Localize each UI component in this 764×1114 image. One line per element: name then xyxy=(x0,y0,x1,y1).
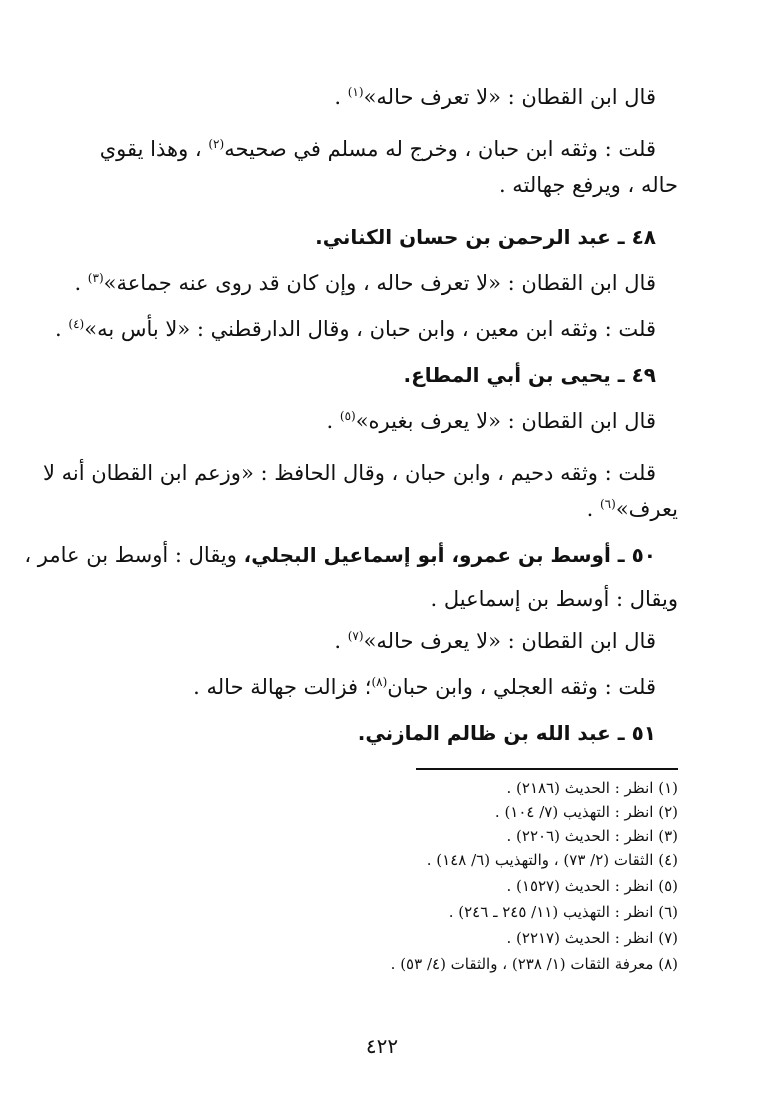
line-tail: . xyxy=(55,317,69,341)
line-text: ويقال : أوسط بن إسماعيل . xyxy=(430,587,678,611)
footnote: (٦) انظر : التهذيب (١١/ ٢٤٥ ـ ٢٤٦) . xyxy=(448,903,678,921)
text-line xyxy=(74,268,656,298)
footnote: (٧) انظر : الحديث (٢٢١٧) . xyxy=(506,929,678,947)
footnote: (٢) انظر : التهذيب (٧/ ١٠٤) . xyxy=(494,803,678,821)
heading-text: ٤٩ ـ يحيى بن أبي المطاع. xyxy=(403,363,656,387)
text-line xyxy=(86,134,656,164)
footnote-ref: (٦) xyxy=(599,497,616,511)
text-line xyxy=(86,406,656,436)
text-line xyxy=(86,626,656,656)
text-line xyxy=(55,314,656,344)
text-line xyxy=(86,82,656,112)
footnote-ref: (٨) xyxy=(371,675,388,689)
footnote: (٥) انظر : الحديث (١٥٢٧) . xyxy=(506,877,678,895)
line-tail: . xyxy=(334,85,348,109)
line-text: قلت : وثقه دحيم ، وابن حبان ، وقال الحافظ : «وزعم ابن القطان أنه لا xyxy=(42,461,656,485)
line-text: ويقال : أوسط بن عامر ، xyxy=(24,543,244,567)
line-text: يعرف» xyxy=(615,497,678,521)
line-tail: ؛ فزالت جهالة حاله . xyxy=(193,675,372,699)
line-tail: ، وهذا يقوي xyxy=(99,137,209,161)
line-tail: . xyxy=(74,271,88,295)
footnote-ref: (٤) xyxy=(68,317,85,331)
footnote-separator xyxy=(416,768,678,770)
footnote: (٨) معرفة الثقات (١/ ٢٣٨) ، والثقات (٤/ ٥٣) . xyxy=(390,955,678,973)
line-text: قلت : وثقه العجلي ، وابن حبان xyxy=(387,675,656,699)
line-tail: . xyxy=(334,629,348,653)
footnote-ref: (٢) xyxy=(208,137,225,151)
line-text: قال ابن القطان : «لا يعرف بغيره» xyxy=(355,409,656,433)
heading-text: ٥١ ـ عبد الله بن ظالم المازني. xyxy=(357,721,656,745)
footnote-ref: (١) xyxy=(347,85,364,99)
line-text: قال ابن القطان : «لا يعرف حاله» xyxy=(363,629,656,653)
entry-heading xyxy=(86,222,656,252)
text-line xyxy=(86,170,678,200)
line-text: قال ابن القطان : «لا تعرف حاله ، وإن كان قد روى عنه جماعة» xyxy=(103,271,656,295)
line-text: قال ابن القطان : «لا تعرف حاله» xyxy=(363,85,656,109)
page-number: ٤٢٢ xyxy=(365,1034,399,1058)
text-line xyxy=(42,458,656,488)
line-tail: . xyxy=(326,409,340,433)
line-text: حاله ، ويرفع جهالته . xyxy=(498,173,678,197)
heading-text: ٤٨ ـ عبد الرحمن بن حسان الكناني. xyxy=(315,225,656,249)
line-text: قلت : وثقه ابن حبان ، وخرج له مسلم في صحيحه xyxy=(224,137,656,161)
footnote-ref: (٧) xyxy=(347,629,364,643)
line-text: قلت : وثقه ابن معين ، وابن حبان ، وقال الدارقطني : «لا بأس به» xyxy=(84,317,656,341)
footnote-ref: (٣) xyxy=(87,271,104,285)
entry-lead: ٥٠ ـ أوسط بن عمرو، أبو إسماعيل البجلي، xyxy=(243,543,656,567)
footnote: (١) انظر : الحديث (٢١٨٦) . xyxy=(506,779,678,797)
footnote: (٣) انظر : الحديث (٢٢٠٦) . xyxy=(506,827,678,845)
footnote: (٤) الثقات (٢/ ٧٣) ، والتهذيب (٦/ ١٤٨) . xyxy=(426,851,678,869)
line-tail: . xyxy=(586,497,600,521)
text-line xyxy=(86,584,678,614)
footnote-ref: (٥) xyxy=(339,409,356,423)
entry-heading xyxy=(86,360,656,390)
entry-heading xyxy=(86,718,656,748)
text-line xyxy=(86,672,656,702)
text-line xyxy=(86,494,678,524)
text-line xyxy=(24,540,656,570)
